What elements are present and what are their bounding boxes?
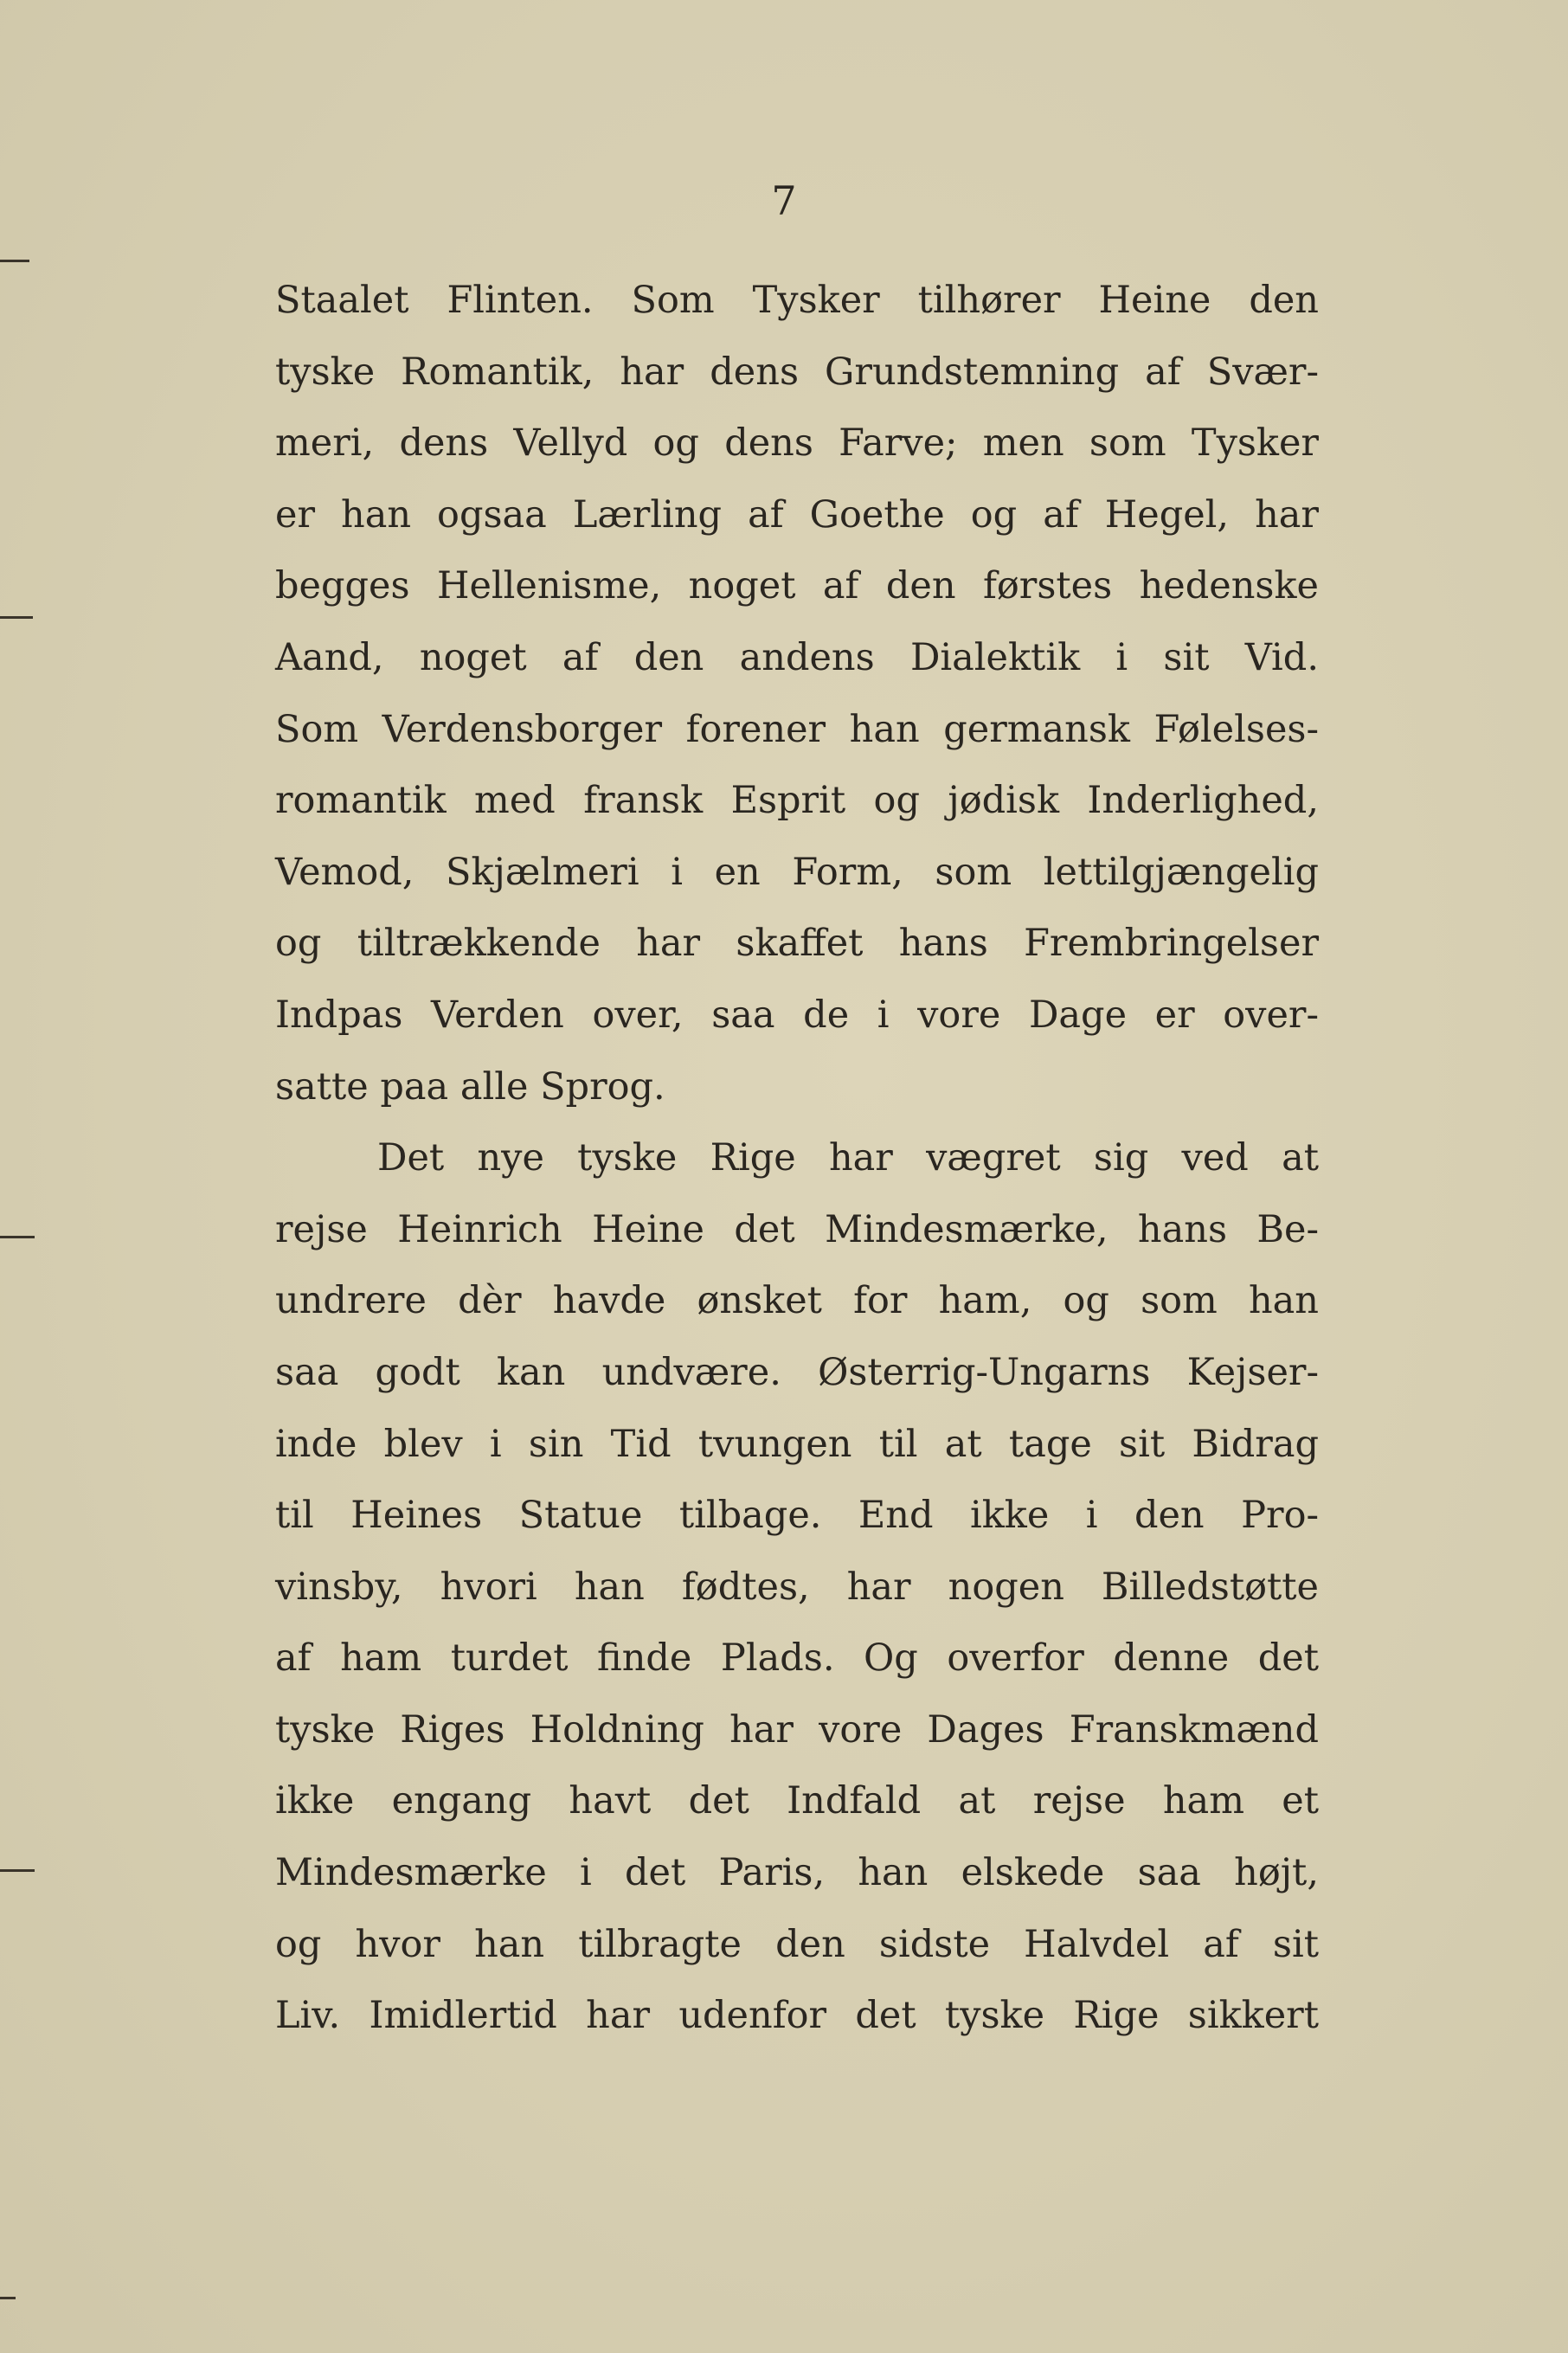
- text-line: Staalet Flinten. Som Tysker tilhører Heine den: [275, 279, 1319, 322]
- text-line: Vemod, Skjælmeri i en Form, som lettilgjængelig: [275, 850, 1319, 894]
- text-line: ikke engang havt det Indfald at rejse ham et: [275, 1779, 1319, 1823]
- page-number: 7: [771, 177, 797, 224]
- text-line: Aand, noget af den andens Dialektik i sit Vid.: [275, 635, 1319, 679]
- text-line: vinsby, hvori han fødtes, har nogen Billedstøtte: [275, 1565, 1319, 1609]
- text-line: rejse Heinrich Heine det Mindesmærke, hans Be-: [275, 1207, 1319, 1251]
- text-line: og tiltrækkende har skaffet hans Frembringelser: [275, 922, 1319, 966]
- text-line: Det nye tyske Rige har vægret sig ved at: [377, 1136, 1319, 1180]
- text-line: begges Hellenisme, noget af den førstes hedenske: [275, 564, 1319, 608]
- margin-mark: [0, 1869, 35, 1872]
- body-text: [275, 265, 1319, 2052]
- text-line: satte paa alle Sprog.: [275, 1064, 665, 1109]
- margin-mark: [0, 1236, 35, 1238]
- text-line: tyske Romantik, har dens Grundstemning af Svær-: [275, 350, 1319, 394]
- text-line: inde blev i sin Tid tvungen til at tage sit Bidrag: [275, 1422, 1319, 1466]
- margin-mark: [0, 260, 29, 262]
- text-line: og hvor han tilbragte den sidste Halvdel af sit: [275, 1922, 1319, 1966]
- text-line: er han ogsaa Lærling af Goethe og af Hegel, har: [275, 492, 1319, 537]
- text-line: undrere dèr havde ønsket for ham, og som han: [275, 1279, 1319, 1323]
- text-line: til Heines Statue tilbage. End ikke i den Pro-: [275, 1494, 1319, 1538]
- text-line: af ham turdet finde Plads. Og overfor denne det: [275, 1636, 1319, 1681]
- margin-mark: [0, 616, 33, 619]
- text-line: Som Verdensborger forener han germansk Følelses-: [275, 707, 1319, 751]
- text-line: Liv. Imidlertid har udenfor det tyske Rige sikkert: [275, 1994, 1319, 2038]
- text-line: saa godt kan undvære. Østerrig-Ungarns Kejser-: [275, 1350, 1319, 1394]
- text-line: romantik med fransk Esprit og jødisk Inderlighed,: [275, 779, 1319, 823]
- text-line: Indpas Verden over, saa de i vore Dage er over-: [275, 993, 1319, 1037]
- text-line: tyske Riges Holdning har vore Dages Franskmænd: [275, 1707, 1319, 1752]
- text-line: meri, dens Vellyd og dens Farve; men som Tysker: [275, 421, 1319, 466]
- margin-mark: [0, 2297, 16, 2299]
- text-line: Mindesmærke i det Paris, han elskede saa højt,: [275, 1851, 1319, 1895]
